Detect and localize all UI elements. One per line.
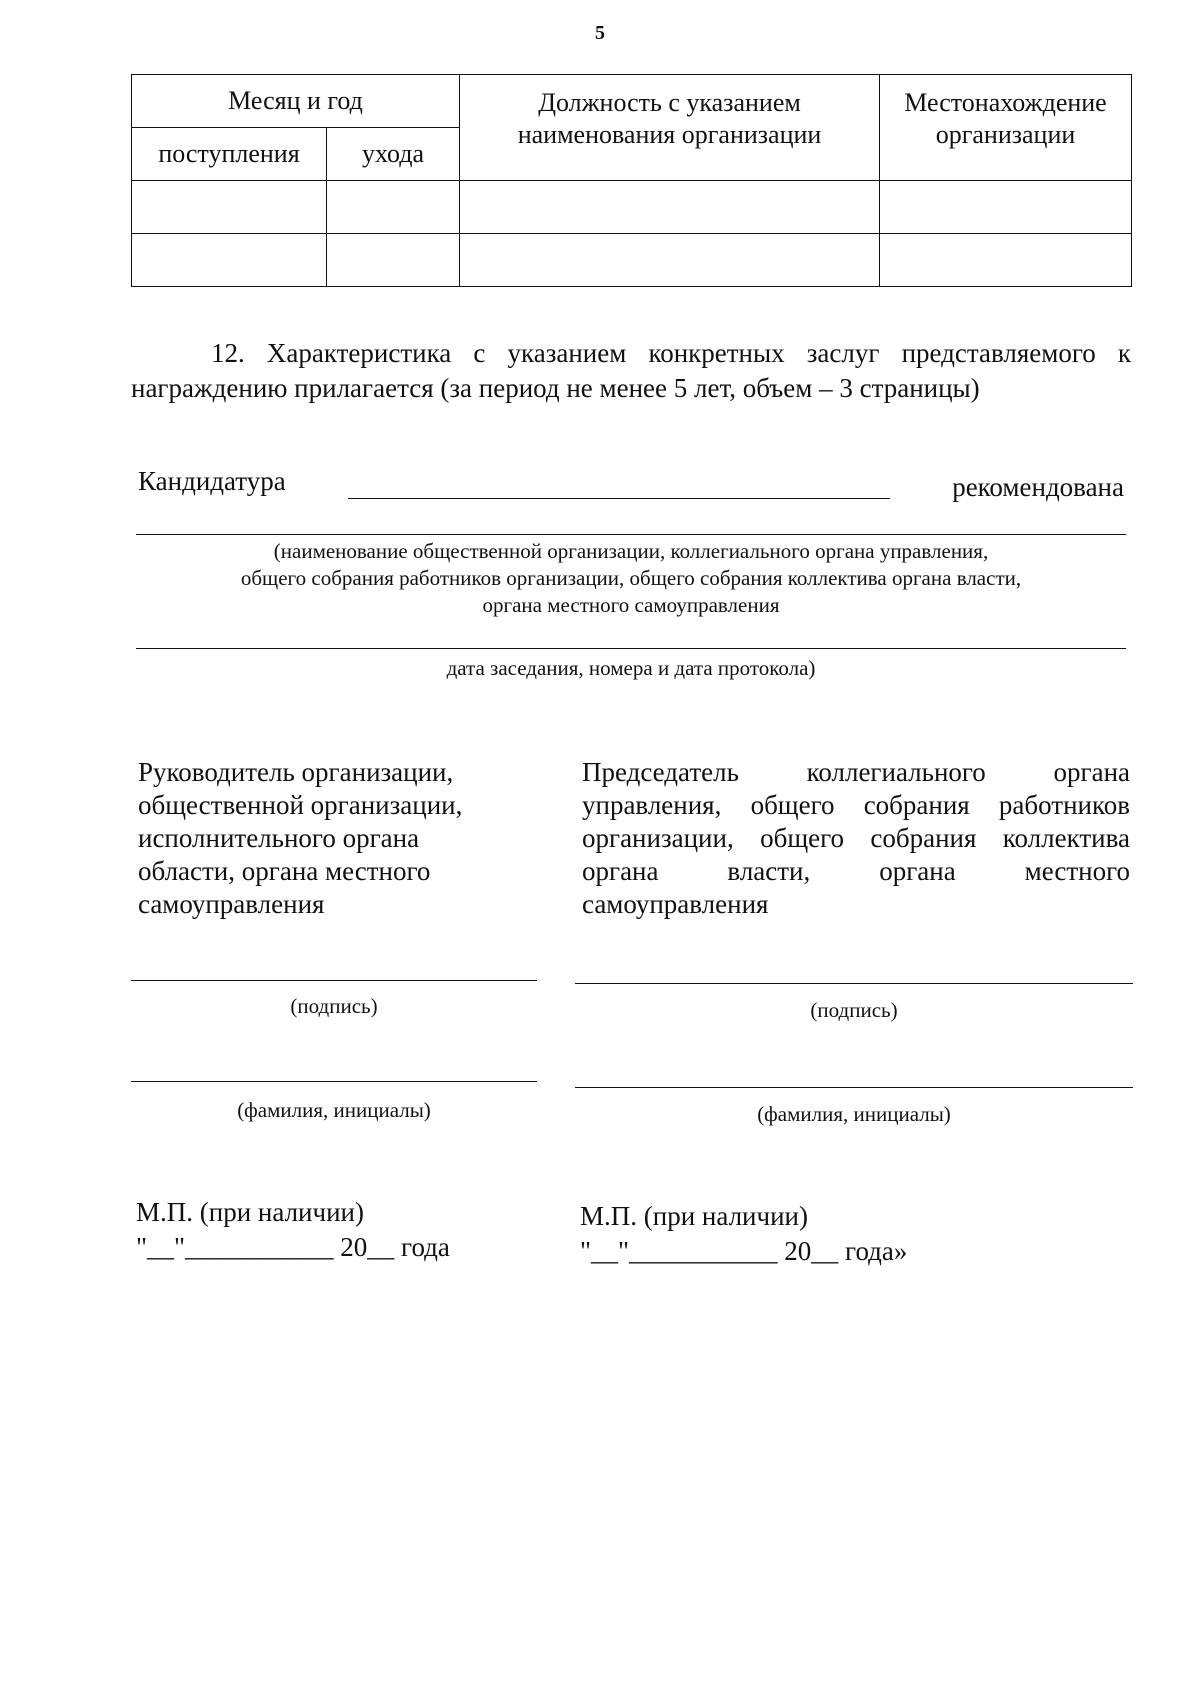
table-cell[interactable] [327,234,460,287]
left-name-line[interactable] [131,1081,537,1082]
table-row [132,234,1132,287]
right-signatory-title: Председатель коллегиального органа управления, общего собрания работников организации, общего собрания коллектива органа власти, органа местного самоуправления [582,757,1130,919]
recommendation-caption-line-3: органа местного самоуправления [482,593,780,617]
left-name-caption: (фамилия, инициалы) [237,1098,431,1122]
right-name-line[interactable] [575,1087,1133,1088]
table-cell[interactable] [460,234,880,287]
recommendation-blank-line-2[interactable] [136,648,1126,649]
subheader-admission: поступления [132,128,327,181]
work-history-table [131,74,1132,287]
paragraph-12 [131,336,1131,406]
right-stamp-label: М.П. (при наличии) [580,1201,808,1231]
recommendation-caption-line-1: (наименование общественной организации, коллегиального органа управления, [273,539,989,563]
header-position: Должность с указанием наименования организации [460,75,880,181]
table-cell[interactable] [132,234,327,287]
candidature-label: Кандидатура [138,466,286,496]
right-name-caption: (фамилия, инициалы) [757,1102,951,1126]
recommendation-caption-line-4: дата заседания, номера и дата протокола) [446,656,816,680]
left-date-field[interactable]: "__"___________ 20__ года [136,1232,450,1262]
paragraph-12-text: 12. Характеристика с указанием конкретных заслуг представляемого к награждению прилагается (за период не менее 5 лет, объем – 3 страницы) [131,338,1131,403]
table-cell[interactable] [880,181,1132,234]
table-cell[interactable] [132,181,327,234]
subheader-departure: ухода [327,128,460,181]
recommendation-blank-line-1[interactable] [136,534,1126,535]
right-signature-caption: (подпись) [810,998,898,1022]
left-signatory-title: Руководитель организации, общественной организации, исполнительного органа области, органа местного самоуправления [138,757,463,919]
table-header-row [132,75,1132,128]
left-signature-line[interactable] [131,980,537,981]
recommendation-caption-line-2: общего собрания работников организации, общего собрания коллектива органа власти, [240,566,1022,590]
left-signature-caption: (подпись) [290,994,378,1018]
right-signature-line[interactable] [575,983,1133,984]
table-cell[interactable] [880,234,1132,287]
table-row [132,181,1132,234]
page-number: 5 [595,22,605,44]
right-date-field[interactable]: "__"___________ 20__ года» [580,1236,908,1266]
candidature-org-blank-line[interactable] [348,498,890,499]
table-cell[interactable] [460,181,880,234]
table-cell[interactable] [327,181,460,234]
header-location: Местонахождение организации [880,75,1132,181]
header-month-year: Месяц и год [132,75,460,128]
recommended-label: рекомендована [952,472,1124,502]
left-stamp-label: М.П. (при наличии) [136,1197,364,1227]
